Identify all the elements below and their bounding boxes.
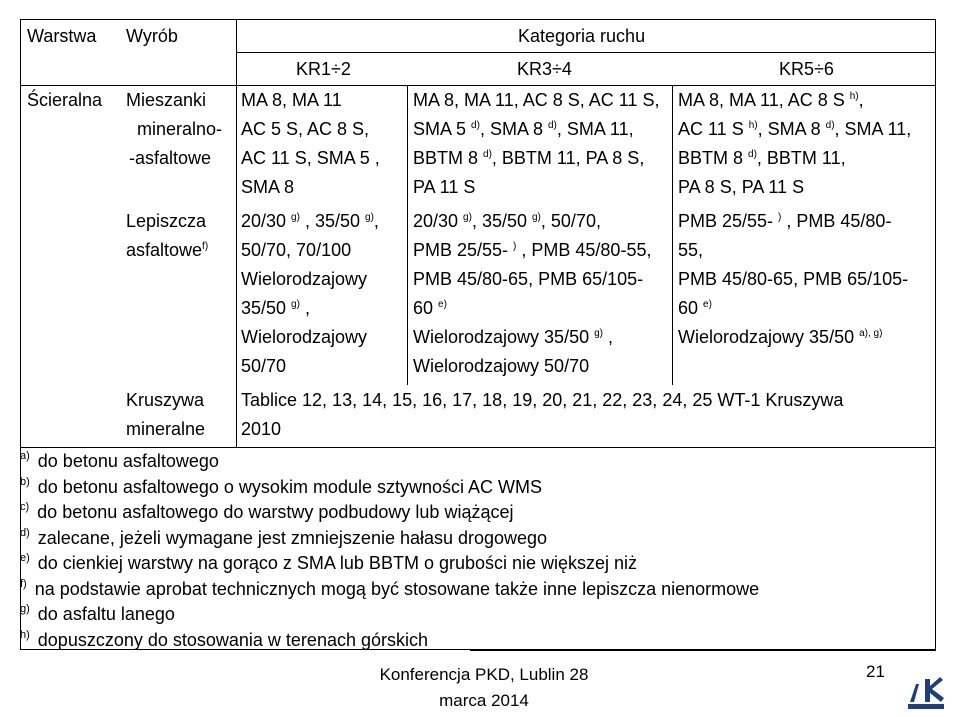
cell-line [678, 144, 911, 173]
cell-text: Wielorodzajowy 50/70 [413, 356, 590, 376]
cell-line [678, 173, 911, 202]
cell-line [241, 294, 379, 323]
footnotes-list [20, 449, 759, 653]
table-divider [20, 447, 936, 448]
cell-line [126, 236, 208, 265]
cell-text: , 35/50 [471, 211, 532, 231]
cell-line [678, 207, 908, 236]
cell-line: mineralne [126, 419, 206, 439]
footnote-text: do cienkiej warstwy na gorąco z SMA lub BBTM o grubości nie większej niż [37, 553, 638, 573]
cell-line [241, 265, 379, 294]
cell-text: 55, [678, 240, 704, 260]
footnote-marker: g) [291, 299, 300, 310]
footnote-item [20, 551, 759, 577]
cell-line: Kruszywa [126, 390, 205, 410]
footnote-marker: d) [825, 120, 835, 131]
cell-line: AC 5 S, AC 8 S, [241, 119, 370, 139]
cell-line: Mieszanki [126, 90, 207, 110]
cell-text: 50/70 [241, 356, 287, 376]
cell-row2-kr1 [241, 207, 379, 381]
footnote-item [20, 449, 759, 475]
footnote-marker: h) [748, 120, 758, 131]
header-wyrob: Wyrób [126, 26, 178, 46]
footnote-text: do betonu asfaltowego o wysokim module sztywności AC WMS [37, 476, 543, 497]
cell-text: , [373, 211, 379, 231]
cell-text: , BBTM 11, [756, 148, 846, 168]
cell-text: Wielorodzajowy 35/50 [678, 327, 860, 347]
footnote-marker: d) [547, 120, 557, 131]
cell-text: 60 [413, 298, 439, 318]
footnote-marker: e) [438, 299, 447, 310]
cell-line: -asfaltowe [129, 148, 212, 168]
footnote-mark: f) [20, 577, 27, 590]
cell-line [126, 207, 208, 236]
cell-text: PMB 25/55- [413, 240, 514, 260]
cell-line [241, 236, 379, 265]
cell-line [413, 115, 659, 144]
footnote-mark: h) [20, 628, 30, 641]
pkd-logo-icon [908, 676, 944, 710]
footnote-text: do betonu asfaltowego do warstwy podbudowy lub wiążącej [37, 502, 514, 522]
footnote-marker: d) [471, 120, 480, 131]
cell-text: , 35/50 [299, 211, 366, 231]
cell-text: , SMA 8 [757, 119, 826, 139]
footnote-item [20, 500, 759, 526]
cell-line [241, 352, 379, 381]
table-divider [236, 19, 237, 447]
cell-text: PMB 45/80-65, PMB 65/105- [678, 269, 909, 289]
footnote-text: do asfaltu lanego [37, 604, 175, 624]
header-kr1: KR1÷2 [296, 59, 351, 79]
footnote-item [20, 628, 759, 654]
cell-text: 20/30 [241, 211, 292, 231]
cell-line: Tablice 12, 13, 14, 15, 16, 17, 18, 19, 20, 21, 22, 23, 24, 25 WT-1 Kruszywa [241, 390, 844, 410]
cell-text: PA 11 S [413, 177, 476, 197]
cell-text: SMA 5 [413, 119, 472, 139]
cell-text: Wielorodzajowy [241, 327, 368, 347]
cell-row2-kr3 [413, 207, 651, 381]
cell-text: 20/30 [413, 211, 464, 231]
cell-text: PMB 25/55- [678, 211, 779, 231]
cell-line [413, 352, 651, 381]
cell-line: 2010 [241, 419, 282, 439]
footnote-marker: d) [748, 149, 757, 160]
footnote-marker: a), g) [859, 328, 883, 339]
cell-row2-kr5 [678, 207, 908, 352]
footnote-marker: h) [849, 91, 859, 102]
cell-line [241, 323, 379, 352]
footnote-marker: g) [532, 212, 541, 223]
cell-warstwa-scieralna: Ścieralna [27, 90, 103, 110]
cell-text: , SMA 11, [556, 119, 634, 139]
footnote-marker: g) [291, 212, 300, 223]
footnote-text: na podstawie aprobat technicznych mogą być stosowane także inne lepiszcza nienormowe [34, 578, 760, 599]
cell-line [413, 173, 659, 202]
footnote-marker: g) [463, 212, 472, 223]
footnote-text: zalecane, jeżeli wymagane jest zmniejszenie hałasu drogowego [37, 527, 548, 548]
footnote-item [20, 475, 759, 501]
cell-text: , BBTM 11, PA 8 S, [491, 148, 645, 168]
cell-line [678, 115, 911, 144]
cell-wyrob-kruszywa [126, 386, 205, 444]
cell-line [413, 144, 659, 173]
footnote-marker: e) [703, 299, 712, 310]
footnote-mark: g) [20, 603, 30, 615]
cell-line [413, 236, 651, 265]
footnote-marker: ) [513, 241, 517, 252]
footnote-marker: g) [365, 212, 374, 223]
cell-text: asfaltowe [126, 240, 203, 260]
footnote-item [20, 577, 759, 603]
cell-text: BBTM 8 [413, 148, 484, 168]
footnote-marker: ) [778, 212, 782, 223]
footnote-mark: a) [20, 450, 30, 462]
footnote-mark: d) [20, 526, 30, 539]
cell-wyrob-mieszanki [126, 86, 222, 173]
cell-text: , [603, 327, 614, 347]
cell-line [413, 294, 651, 323]
cell-text: 50/70, 70/100 [241, 240, 352, 260]
cell-text: , [858, 90, 864, 110]
cell-line [413, 265, 651, 294]
slide-side-strip [951, 0, 960, 717]
footer-conference: Konferencja PKD, Lublin 28 marca 2014 [379, 665, 589, 710]
header-warstwa: Warstwa [27, 26, 97, 46]
cell-text: , PMB 45/80-55, [516, 240, 652, 260]
cell-line [678, 236, 908, 265]
cell-line [413, 323, 651, 352]
cell-row1-kr5 [678, 86, 911, 202]
cell-line: mineralno- [137, 119, 223, 139]
cell-text: MA 8, MA 11, AC 8 S, AC 11 S, [413, 90, 660, 110]
cell-line [678, 86, 911, 115]
cell-text: PA 8 S, PA 11 S [678, 177, 805, 197]
cell-text: MA 8, MA 11, AC 8 S [678, 90, 850, 110]
footnote-marker: g) [594, 328, 603, 339]
cell-line [413, 86, 659, 115]
cell-line [241, 207, 379, 236]
cell-line [678, 323, 908, 352]
footnote-item [20, 526, 759, 552]
cell-text: Wielorodzajowy [241, 269, 368, 289]
cell-text: AC 11 S [678, 119, 749, 139]
cell-text: PMB 45/80-65, PMB 65/105- [413, 269, 644, 289]
cell-line [678, 265, 908, 294]
header-kr5: KR5÷6 [779, 59, 834, 79]
footnote-text: do betonu asfaltowego [37, 451, 219, 471]
footnote-item [20, 602, 759, 628]
cell-text: , SMA 8 [479, 119, 548, 139]
cell-wyrob-lepiszcza [126, 207, 208, 265]
page-number: 21 [866, 662, 885, 681]
header-kategoria-ruchu: Kategoria ruchu [518, 26, 646, 46]
cell-text: 60 [678, 298, 704, 318]
footnote-marker: f) [202, 241, 209, 252]
footnote-marker: d) [483, 149, 492, 160]
header-kr3: KR3÷4 [517, 59, 572, 79]
cell-text: Lepiszcza [126, 211, 207, 231]
cell-text: 35/50 [241, 298, 292, 318]
table-divider [672, 85, 673, 385]
footnote-text: dopuszczony do stosowania w terenach górskich [37, 629, 428, 650]
cell-text: , 50/70, [540, 211, 601, 231]
cell-row1-kr3 [413, 86, 659, 202]
cell-text: , [299, 298, 310, 318]
cell-line: SMA 8 [241, 177, 295, 197]
cell-row1-kr1 [241, 86, 380, 202]
footnote-mark: b) [20, 475, 30, 488]
table-divider [236, 52, 936, 53]
cell-row3-tablice [241, 386, 843, 444]
cell-line: AC 11 S, SMA 5 , [241, 148, 380, 168]
cell-line: MA 8, MA 11 [241, 90, 342, 110]
footnote-mark: c) [20, 501, 30, 513]
cell-text: Wielorodzajowy 35/50 [413, 327, 595, 347]
cell-line [678, 294, 908, 323]
footnote-mark: e) [20, 552, 30, 564]
cell-text: , SMA 11, [834, 119, 912, 139]
table-divider [407, 85, 408, 385]
cell-line [413, 207, 651, 236]
cell-text: BBTM 8 [678, 148, 749, 168]
cell-text: , PMB 45/80- [781, 211, 892, 231]
